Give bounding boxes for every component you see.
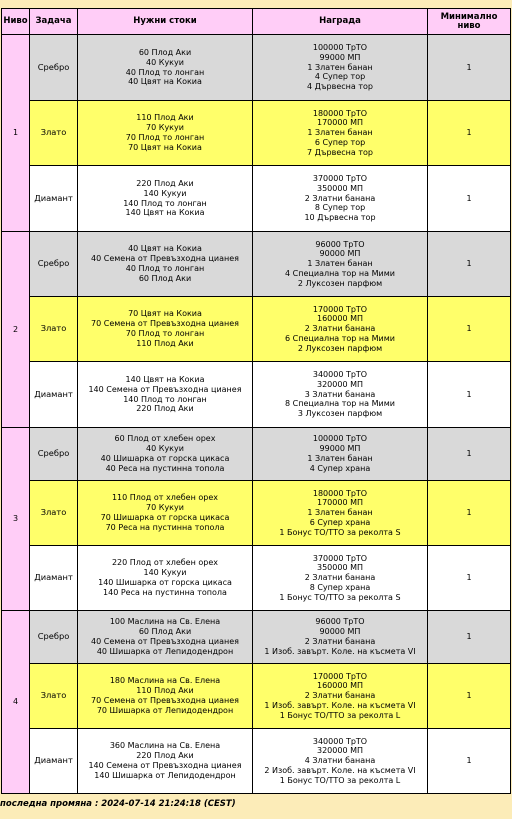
min-level-cell: 1 [428, 546, 511, 611]
reward-cell [253, 481, 428, 546]
goods-cell [78, 664, 253, 729]
reward-cell [253, 166, 428, 232]
header-goods: Нужни стоки [78, 9, 253, 35]
reward-item: 350000 МП [317, 183, 363, 193]
reward-item: 320000 МП [317, 379, 363, 389]
reward-item: 2 Изоб. завърт. Коле. на късмета VI [264, 765, 416, 775]
reward-item: 1 Изоб. завърт. Коле. на късмета VI [264, 646, 416, 656]
reward-item: 1 Златен банан [307, 259, 373, 269]
reward-item: 90000 МП [319, 627, 361, 637]
reward-item: 3 Златни банана [304, 389, 376, 399]
goods-item: 70 Шишарка от Лепидодендрон [96, 705, 234, 715]
reward-item: 160000 МП [317, 314, 363, 324]
goods-item: 220 Плод Аки [136, 751, 194, 761]
table-row [2, 481, 511, 546]
goods-cell [78, 35, 253, 101]
reward-cell [253, 232, 428, 297]
min-level-cell: 1 [428, 166, 511, 232]
min-level-cell: 1 [428, 35, 511, 101]
goods-item: 220 Плод Аки [136, 178, 194, 188]
goods-item: 140 Шишарка от горска цикаса [98, 578, 232, 587]
reward-item: 1 Бонус ТО/ТТО за реколта S [279, 592, 401, 602]
goods-item: 70 Плод то лонган [125, 329, 205, 338]
reward-item: 90000 МП [319, 249, 361, 259]
header-min-level: Минимално ниво [428, 9, 511, 35]
goods-cell [78, 729, 253, 794]
min-level-cell: 1 [428, 611, 511, 664]
header-task: Задача [30, 9, 78, 35]
goods-cell [78, 611, 253, 664]
goods-item: 180 Маслина на Св. Елена [109, 676, 221, 686]
table-row [2, 729, 511, 794]
task-tier-cell: Злато [30, 297, 78, 362]
reward-cell [253, 362, 428, 428]
last-modified: последна промяна : 2024-07-14 21:24:18 (CEST) [0, 799, 236, 809]
reward-item: 340000 ТрТО [312, 736, 368, 746]
table-row [2, 35, 511, 101]
goods-cell [78, 166, 253, 232]
reward-item: 1 Златен банан [307, 508, 373, 518]
goods-item: 140 Семена от Превъзходна цианея [88, 761, 242, 770]
reward-cell [253, 729, 428, 794]
reward-item: 1 Изоб. завърт. Коле. на късмета VI [264, 700, 416, 710]
goods-item: 70 Кукуи [146, 123, 184, 133]
task-tier-cell: Диамант [30, 362, 78, 428]
reward-item: 350000 МП [317, 563, 363, 573]
goods-cell [78, 101, 253, 166]
goods-item: 70 Семена от Превъзходна цианея [91, 696, 239, 705]
min-level-cell: 1 [428, 362, 511, 428]
reward-item: 99000 МП [319, 444, 361, 454]
goods-cell [78, 546, 253, 611]
reward-item: 2 Луксозен парфюм [297, 278, 383, 288]
goods-item: 110 Плод от хлебен орех [111, 493, 219, 503]
task-tier-cell: Сребро [30, 35, 78, 101]
goods-cell [78, 297, 253, 362]
reward-item: 100000 ТрТО [312, 43, 368, 52]
goods-item: 40 Реса на пустинна топола [105, 463, 225, 473]
task-tier-cell: Злато [30, 481, 78, 546]
goods-item: 40 Цвят на Кокиа [128, 244, 202, 254]
reward-item: 96000 ТрТО [315, 239, 365, 249]
task-tier-cell: Диамант [30, 729, 78, 794]
tasks-table [1, 8, 511, 794]
goods-item: 110 Плод Аки [136, 113, 194, 123]
reward-cell [253, 664, 428, 729]
task-tier-cell: Сребро [30, 428, 78, 481]
goods-item: 60 Плод Аки [138, 273, 192, 283]
goods-item: 40 Семена от Превъзходна цианея [91, 637, 239, 646]
goods-item: 140 Кукуи [143, 188, 187, 198]
reward-item: 170000 ТрТО [312, 671, 368, 681]
min-level-cell: 1 [428, 428, 511, 481]
reward-item: 8 Супер храна [309, 582, 371, 592]
reward-item: 2 Златни банана [304, 573, 376, 583]
goods-item: 40 Плод то лонган [125, 264, 205, 273]
min-level-cell: 1 [428, 297, 511, 362]
reward-item: 4 Дървесна тор [307, 82, 373, 92]
reward-item: 1 Златен банан [307, 62, 373, 72]
goods-item: 140 Кукуи [143, 568, 187, 578]
reward-item: 99000 МП [319, 52, 361, 62]
goods-item: 60 Плод от хлебен орех [114, 434, 216, 444]
header-level: Ниво [2, 9, 30, 35]
reward-item: 1 Бонус ТО/ТТО за реколта S [279, 527, 401, 537]
level-cell: 4 [2, 611, 30, 794]
level-cell: 2 [2, 232, 30, 428]
table-row [2, 611, 511, 664]
reward-item: 340000 ТрТО [312, 370, 368, 379]
reward-item: 6 Специална тор на Мими [285, 333, 395, 343]
table-header [2, 9, 511, 35]
goods-item: 70 Плод то лонган [125, 133, 205, 142]
goods-item: 40 Плод то лонган [125, 67, 205, 77]
reward-item: 2 Луксозен парфюм [297, 343, 383, 353]
task-tier-cell: Сребро [30, 611, 78, 664]
reward-cell [253, 101, 428, 166]
reward-item: 3 Луксозен парфюм [297, 409, 383, 419]
reward-item: 370000 ТрТО [312, 553, 368, 563]
reward-item: 4 Специална тор на Мими [285, 268, 395, 278]
reward-cell [253, 428, 428, 481]
min-level-cell: 1 [428, 232, 511, 297]
goods-item: 110 Плод Аки [136, 686, 194, 696]
goods-item: 140 Цвят на Кокиа [125, 374, 205, 384]
reward-item: 370000 ТрТО [312, 174, 368, 183]
reward-item: 4 Супер тор [314, 72, 366, 82]
table-row [2, 546, 511, 611]
goods-item: 140 Реса на пустинна топола [103, 587, 227, 597]
table-row [2, 166, 511, 232]
reward-item: 6 Супер храна [309, 517, 371, 527]
table-row [2, 101, 511, 166]
table-row [2, 664, 511, 729]
reward-item: 170000 МП [317, 118, 363, 128]
reward-item: 4 Златни банана [304, 756, 376, 766]
reward-item: 1 Бонус ТО/ТТО за реколта L [279, 775, 401, 785]
level-cell: 1 [2, 35, 30, 232]
goods-item: 70 Цвят на Кокиа [128, 142, 202, 152]
goods-item: 70 Семена от Превъзходна цианея [91, 319, 239, 329]
reward-item: 2 Златни банана [304, 324, 376, 334]
goods-item: 110 Плод Аки [136, 338, 194, 348]
reward-item: 160000 МП [317, 681, 363, 691]
reward-item: 2 Златни банана [304, 193, 376, 203]
min-level-cell: 1 [428, 481, 511, 546]
goods-item: 40 Шишарка от горска цикаса [100, 454, 230, 463]
task-tier-cell: Диамант [30, 546, 78, 611]
goods-item: 140 Семена от Превъзходна цианея [88, 384, 242, 394]
goods-item: 140 Плод то лонган [123, 394, 207, 404]
goods-cell [78, 362, 253, 428]
goods-item: 140 Шишарка от Лепидодендрон [94, 770, 236, 780]
reward-item: 320000 МП [317, 746, 363, 756]
reward-item: 2 Златни банана [304, 637, 376, 646]
goods-item: 70 Цвят на Кокиа [128, 309, 202, 319]
reward-item: 180000 ТрТО [312, 108, 368, 118]
goods-item: 70 Реса на пустинна топола [105, 522, 225, 532]
min-level-cell: 1 [428, 101, 511, 166]
goods-item: 40 Семена от Превъзходна цианея [91, 254, 239, 264]
reward-cell [253, 297, 428, 362]
goods-cell [78, 481, 253, 546]
reward-item: 1 Бонус ТО/ТТО за реколта L [279, 710, 401, 720]
reward-item: 8 Специална тор на Мими [285, 399, 395, 409]
goods-item: 70 Шишарка от горска цикаса [100, 513, 230, 522]
reward-item: 2 Златни банана [304, 691, 376, 701]
task-tier-cell: Сребро [30, 232, 78, 297]
reward-item: 100000 ТрТО [312, 434, 368, 444]
goods-item: 220 Плод от хлебен орех [111, 558, 219, 568]
min-level-cell: 1 [428, 729, 511, 794]
reward-item: 10 Дървесна тор [304, 213, 376, 223]
header-reward: Награда [253, 9, 428, 35]
task-tier-cell: Диамант [30, 166, 78, 232]
table-body [2, 35, 511, 794]
reward-item: 1 Златен банан [307, 128, 373, 138]
table-row [2, 362, 511, 428]
table-row [2, 297, 511, 362]
goods-item: 40 Шишарка от Лепидодендрон [96, 646, 234, 656]
goods-item: 40 Цвят на Кокиа [128, 77, 202, 87]
goods-item: 100 Маслина на Св. Елена [109, 617, 221, 627]
table-row [2, 232, 511, 297]
goods-item: 360 Маслина на Св. Елена [109, 741, 221, 751]
goods-item: 60 Плод Аки [138, 47, 192, 57]
goods-item: 40 Кукуи [146, 57, 184, 67]
goods-item: 60 Плод Аки [138, 627, 192, 637]
task-tier-cell: Злато [30, 664, 78, 729]
min-level-cell: 1 [428, 664, 511, 729]
table-row [2, 428, 511, 481]
reward-item: 170000 МП [317, 498, 363, 508]
reward-item: 6 Супер тор [314, 137, 366, 147]
goods-item: 140 Плод то лонган [123, 198, 207, 208]
reward-cell [253, 611, 428, 664]
reward-item: 96000 ТрТО [315, 617, 365, 627]
goods-item: 220 Плод Аки [136, 404, 194, 414]
reward-cell [253, 35, 428, 101]
reward-item: 7 Дървесна тор [307, 147, 373, 157]
reward-item: 1 Златен банан [307, 454, 373, 463]
goods-item: 140 Цвят на Кокиа [125, 208, 205, 218]
goods-cell [78, 232, 253, 297]
task-tier-cell: Злато [30, 101, 78, 166]
reward-item: 180000 ТрТО [312, 488, 368, 498]
reward-item: 4 Супер храна [309, 463, 371, 473]
reward-cell [253, 546, 428, 611]
goods-item: 70 Кукуи [146, 503, 184, 513]
reward-item: 8 Супер тор [314, 203, 366, 213]
level-cell: 3 [2, 428, 30, 611]
goods-cell [78, 428, 253, 481]
goods-item: 40 Кукуи [146, 444, 184, 454]
reward-item: 170000 ТрТО [312, 304, 368, 314]
